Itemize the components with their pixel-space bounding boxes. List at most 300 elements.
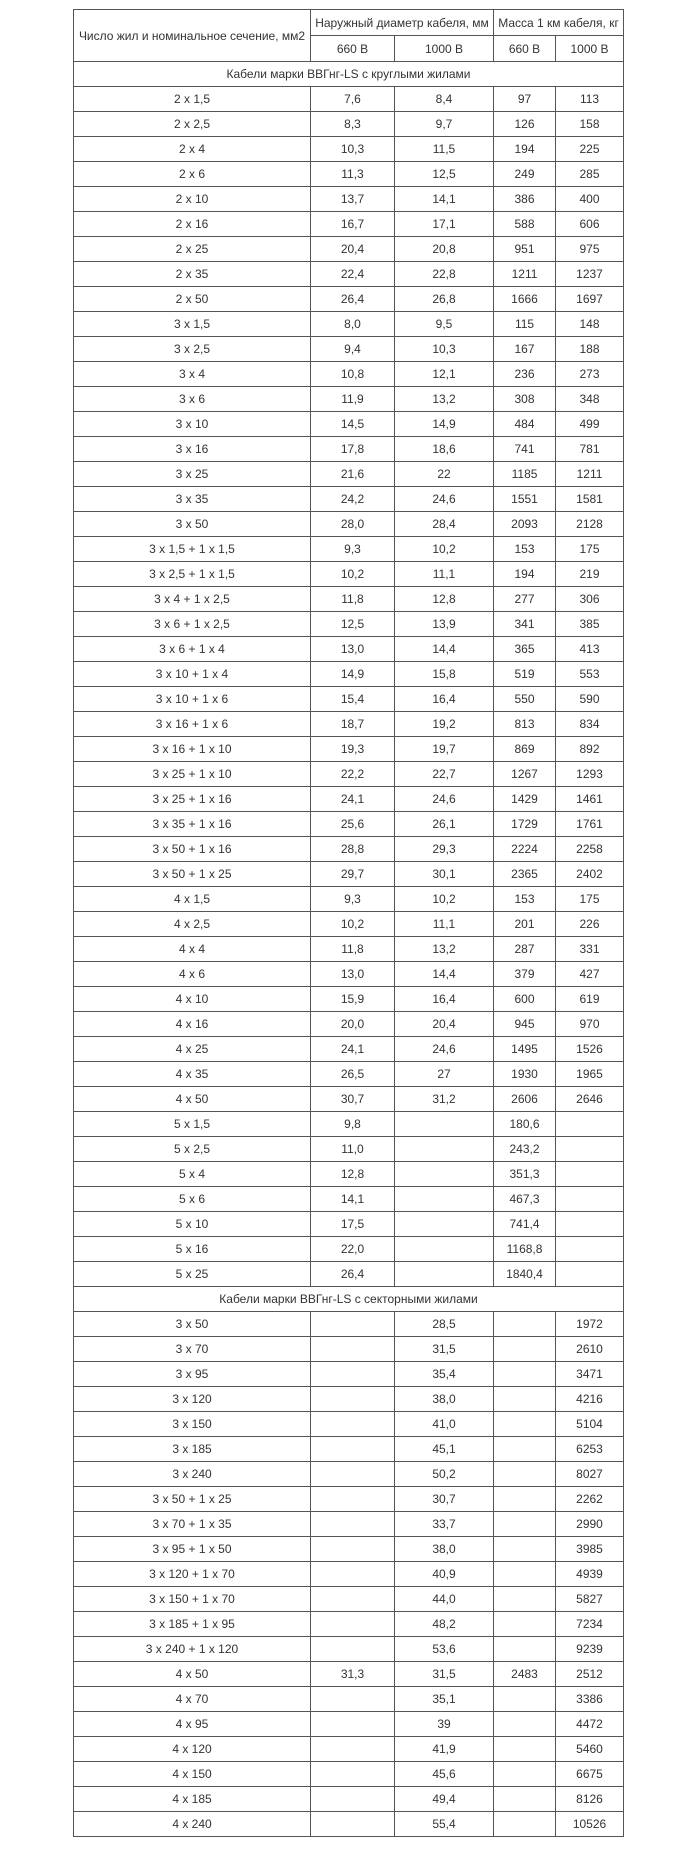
cell-mass-1000v: 1697 — [556, 287, 624, 312]
table-row — [74, 737, 624, 762]
cell-mass-660v: 115 — [494, 312, 556, 337]
cell-cores-section: 3 х 50 — [74, 512, 311, 537]
cell-mass-1000v: 1526 — [556, 1037, 624, 1062]
cell-diameter-1000v: 12,1 — [395, 362, 494, 387]
cell-mass-1000v: 2610 — [556, 1337, 624, 1362]
table-row — [74, 1062, 624, 1087]
cell-mass-660v — [494, 1587, 556, 1612]
table-row — [74, 87, 624, 112]
table-row — [74, 637, 624, 662]
cell-diameter-660v: 11,0 — [311, 1137, 395, 1162]
table-row — [74, 1137, 624, 1162]
table-body — [74, 62, 624, 1837]
cell-cores-section: 3 х 2,5 — [74, 337, 311, 362]
cell-cores-section: 3 х 50 + 1 х 25 — [74, 862, 311, 887]
table-row — [74, 662, 624, 687]
cell-diameter-1000v: 14,1 — [395, 187, 494, 212]
cell-cores-section: 2 х 10 — [74, 187, 311, 212]
cell-diameter-1000v: 22,8 — [395, 262, 494, 287]
cell-diameter-1000v: 9,7 — [395, 112, 494, 137]
cell-diameter-1000v: 31,2 — [395, 1087, 494, 1112]
table-row — [74, 687, 624, 712]
cell-diameter-1000v: 10,3 — [395, 337, 494, 362]
cell-diameter-1000v: 41,9 — [395, 1737, 494, 1762]
cell-mass-1000v: 1211 — [556, 462, 624, 487]
cell-mass-1000v: 553 — [556, 662, 624, 687]
cell-diameter-660v: 17,8 — [311, 437, 395, 462]
cell-mass-660v — [494, 1612, 556, 1637]
cell-mass-660v — [494, 1437, 556, 1462]
cell-mass-660v: 2093 — [494, 512, 556, 537]
cell-cores-section: 5 х 4 — [74, 1162, 311, 1187]
cell-mass-1000v: 348 — [556, 387, 624, 412]
cell-diameter-660v — [311, 1362, 395, 1387]
cell-cores-section: 3 х 120 — [74, 1387, 311, 1412]
cell-diameter-1000v: 22,7 — [395, 762, 494, 787]
cell-diameter-1000v: 20,4 — [395, 1012, 494, 1037]
cell-diameter-1000v: 33,7 — [395, 1512, 494, 1537]
cell-diameter-1000v: 38,0 — [395, 1537, 494, 1562]
cell-cores-section: 4 х 50 — [74, 1087, 311, 1112]
cell-cores-section: 3 х 240 + 1 х 120 — [74, 1637, 311, 1662]
cell-diameter-1000v: 22 — [395, 462, 494, 487]
cell-diameter-660v — [311, 1412, 395, 1437]
cell-diameter-1000v: 28,5 — [395, 1312, 494, 1337]
table-row — [74, 312, 624, 337]
cell-diameter-660v — [311, 1637, 395, 1662]
cell-mass-1000v: 4939 — [556, 1562, 624, 1587]
cell-diameter-660v — [311, 1587, 395, 1612]
cell-diameter-660v: 24,1 — [311, 787, 395, 812]
table-row — [74, 1462, 624, 1487]
cell-mass-660v: 1666 — [494, 287, 556, 312]
cell-cores-section: 3 х 35 — [74, 487, 311, 512]
cell-mass-1000v: 4216 — [556, 1387, 624, 1412]
cell-diameter-660v: 10,2 — [311, 562, 395, 587]
cell-diameter-660v: 10,3 — [311, 137, 395, 162]
cell-mass-660v: 741,4 — [494, 1212, 556, 1237]
cell-cores-section: 5 х 10 — [74, 1212, 311, 1237]
cell-mass-660v: 1185 — [494, 462, 556, 487]
cell-mass-660v: 236 — [494, 362, 556, 387]
cell-mass-660v — [494, 1762, 556, 1787]
cell-diameter-1000v: 13,2 — [395, 387, 494, 412]
cell-mass-660v: 550 — [494, 687, 556, 712]
cell-diameter-660v: 7,6 — [311, 87, 395, 112]
table-row — [74, 762, 624, 787]
cell-mass-1000v: 2128 — [556, 512, 624, 537]
table-row — [74, 1212, 624, 1237]
cell-mass-660v — [494, 1462, 556, 1487]
cell-cores-section: 3 х 4 + 1 х 2,5 — [74, 587, 311, 612]
cell-mass-1000v: 6675 — [556, 1762, 624, 1787]
table-row — [74, 1162, 624, 1187]
cell-mass-660v — [494, 1712, 556, 1737]
cell-diameter-660v: 11,8 — [311, 937, 395, 962]
cell-cores-section: 2 х 1,5 — [74, 87, 311, 112]
cell-diameter-1000v: 8,4 — [395, 87, 494, 112]
cell-diameter-1000v: 24,6 — [395, 487, 494, 512]
header-outer-diameter: Наружный диаметр кабеля, мм — [311, 10, 494, 36]
table-row — [74, 1687, 624, 1712]
table-row — [74, 1712, 624, 1737]
header-mass-per-km: Масса 1 км кабеля, кг — [494, 10, 624, 36]
cell-mass-1000v: 2258 — [556, 837, 624, 862]
cell-cores-section: 3 х 120 + 1 х 70 — [74, 1562, 311, 1587]
cell-mass-1000v: 113 — [556, 87, 624, 112]
table-row — [74, 1562, 624, 1587]
cable-specs-table — [73, 9, 624, 1837]
cell-mass-1000v: 781 — [556, 437, 624, 462]
cell-diameter-660v: 24,1 — [311, 1037, 395, 1062]
cell-mass-1000v: 834 — [556, 712, 624, 737]
cell-diameter-1000v: 30,7 — [395, 1487, 494, 1512]
cell-mass-660v: 153 — [494, 537, 556, 562]
cell-mass-1000v: 4472 — [556, 1712, 624, 1737]
cell-mass-1000v: 226 — [556, 912, 624, 937]
cell-mass-1000v: 5460 — [556, 1737, 624, 1762]
cell-mass-660v — [494, 1687, 556, 1712]
cell-diameter-660v: 29,7 — [311, 862, 395, 887]
cell-diameter-1000v: 45,1 — [395, 1437, 494, 1462]
table-row — [74, 237, 624, 262]
cell-diameter-660v: 30,7 — [311, 1087, 395, 1112]
cell-cores-section: 5 х 6 — [74, 1187, 311, 1212]
cell-mass-1000v: 427 — [556, 962, 624, 987]
cell-mass-1000v: 2990 — [556, 1512, 624, 1537]
cell-mass-1000v: 1761 — [556, 812, 624, 837]
cell-cores-section: 4 х 25 — [74, 1037, 311, 1062]
cell-diameter-660v: 13,7 — [311, 187, 395, 212]
cell-cores-section: 3 х 50 + 1 х 25 — [74, 1487, 311, 1512]
cell-diameter-1000v: 12,5 — [395, 162, 494, 187]
cell-mass-660v — [494, 1512, 556, 1537]
cell-mass-660v: 126 — [494, 112, 556, 137]
cell-mass-1000v: 606 — [556, 212, 624, 237]
table-row — [74, 1737, 624, 1762]
cell-cores-section: 4 х 6 — [74, 962, 311, 987]
cell-mass-660v: 1840,4 — [494, 1262, 556, 1287]
table-row — [74, 912, 624, 937]
cell-mass-660v: 167 — [494, 337, 556, 362]
cell-mass-660v: 97 — [494, 87, 556, 112]
cell-mass-660v: 741 — [494, 437, 556, 462]
cell-cores-section: 3 х 95 — [74, 1362, 311, 1387]
cell-mass-660v: 484 — [494, 412, 556, 437]
cell-mass-1000v: 8027 — [556, 1462, 624, 1487]
cell-mass-1000v: 619 — [556, 987, 624, 1012]
table-row — [74, 887, 624, 912]
cell-mass-1000v: 219 — [556, 562, 624, 587]
cell-mass-660v: 341 — [494, 612, 556, 637]
cell-mass-660v — [494, 1737, 556, 1762]
table-row — [74, 362, 624, 387]
cell-mass-1000v: 975 — [556, 237, 624, 262]
cell-diameter-660v: 14,1 — [311, 1187, 395, 1212]
table-row — [74, 462, 624, 487]
table-row — [74, 287, 624, 312]
table-row — [74, 1262, 624, 1287]
cell-diameter-1000v — [395, 1187, 494, 1212]
cell-mass-660v: 467,3 — [494, 1187, 556, 1212]
cell-cores-section: 4 х 50 — [74, 1662, 311, 1687]
cell-diameter-1000v: 53,6 — [395, 1637, 494, 1662]
cell-mass-660v — [494, 1312, 556, 1337]
cell-cores-section: 5 х 1,5 — [74, 1112, 311, 1137]
cell-mass-1000v: 413 — [556, 637, 624, 662]
cell-diameter-660v: 22,2 — [311, 762, 395, 787]
table-row — [74, 262, 624, 287]
table-row — [74, 562, 624, 587]
cell-diameter-1000v: 13,2 — [395, 937, 494, 962]
table-row — [74, 1612, 624, 1637]
cell-diameter-660v: 8,3 — [311, 112, 395, 137]
cell-mass-1000v — [556, 1237, 624, 1262]
cell-diameter-660v: 20,4 — [311, 237, 395, 262]
cell-cores-section: 4 х 185 — [74, 1787, 311, 1812]
table-row — [74, 512, 624, 537]
cell-mass-660v: 1495 — [494, 1037, 556, 1062]
cell-cores-section: 2 х 4 — [74, 137, 311, 162]
cell-mass-660v — [494, 1787, 556, 1812]
cell-diameter-660v: 11,8 — [311, 587, 395, 612]
section-header-row — [74, 1287, 624, 1312]
cell-diameter-1000v: 19,2 — [395, 712, 494, 737]
cell-mass-1000v: 188 — [556, 337, 624, 362]
cell-diameter-660v: 9,4 — [311, 337, 395, 362]
table-row — [74, 1437, 624, 1462]
cell-diameter-1000v: 16,4 — [395, 687, 494, 712]
cell-mass-660v — [494, 1362, 556, 1387]
cell-diameter-1000v: 17,1 — [395, 212, 494, 237]
cell-diameter-660v: 16,7 — [311, 212, 395, 237]
cell-diameter-1000v: 49,4 — [395, 1787, 494, 1812]
cell-mass-660v: 1168,8 — [494, 1237, 556, 1262]
cell-cores-section: 2 х 2,5 — [74, 112, 311, 137]
table-row — [74, 162, 624, 187]
cell-diameter-1000v — [395, 1262, 494, 1287]
table-row — [74, 937, 624, 962]
cell-cores-section: 4 х 70 — [74, 1687, 311, 1712]
cell-mass-1000v — [556, 1187, 624, 1212]
table-row — [74, 187, 624, 212]
cell-diameter-1000v: 18,6 — [395, 437, 494, 462]
cell-mass-1000v: 892 — [556, 737, 624, 762]
cell-cores-section: 3 х 95 + 1 х 50 — [74, 1537, 311, 1562]
cell-mass-1000v: 1965 — [556, 1062, 624, 1087]
cell-diameter-1000v: 11,5 — [395, 137, 494, 162]
cell-cores-section: 3 х 185 + 1 х 95 — [74, 1612, 311, 1637]
cell-diameter-1000v: 9,5 — [395, 312, 494, 337]
cell-cores-section: 3 х 50 + 1 х 16 — [74, 837, 311, 862]
cell-cores-section: 4 х 2,5 — [74, 912, 311, 937]
cell-diameter-660v: 28,0 — [311, 512, 395, 537]
cell-cores-section: 3 х 2,5 + 1 х 1,5 — [74, 562, 311, 587]
table-row — [74, 1387, 624, 1412]
cell-mass-1000v — [556, 1262, 624, 1287]
cell-mass-1000v: 1237 — [556, 262, 624, 287]
table-row — [74, 987, 624, 1012]
cell-diameter-1000v: 30,1 — [395, 862, 494, 887]
cell-diameter-660v: 22,4 — [311, 262, 395, 287]
cell-diameter-660v: 13,0 — [311, 637, 395, 662]
table-row — [74, 612, 624, 637]
cell-mass-1000v: 1293 — [556, 762, 624, 787]
cell-cores-section: 3 х 25 + 1 х 16 — [74, 787, 311, 812]
cell-diameter-1000v: 16,4 — [395, 987, 494, 1012]
cell-diameter-660v: 8,0 — [311, 312, 395, 337]
table-row — [74, 1812, 624, 1837]
cell-diameter-660v — [311, 1512, 395, 1537]
cell-diameter-1000v: 31,5 — [395, 1337, 494, 1362]
cell-mass-1000v: 158 — [556, 112, 624, 137]
table-row — [74, 1037, 624, 1062]
cell-diameter-660v — [311, 1737, 395, 1762]
cell-diameter-660v: 10,8 — [311, 362, 395, 387]
cell-mass-660v: 386 — [494, 187, 556, 212]
cell-mass-660v: 1930 — [494, 1062, 556, 1087]
header-diameter-1000v: 1000 В — [395, 36, 494, 62]
cell-mass-1000v: 10526 — [556, 1812, 624, 1837]
cell-diameter-660v: 9,8 — [311, 1112, 395, 1137]
table-row — [74, 587, 624, 612]
cell-cores-section: 4 х 1,5 — [74, 887, 311, 912]
cell-mass-660v: 201 — [494, 912, 556, 937]
cell-cores-section: 3 х 70 — [74, 1337, 311, 1362]
cell-mass-660v — [494, 1387, 556, 1412]
cell-diameter-660v — [311, 1437, 395, 1462]
cell-mass-1000v — [556, 1162, 624, 1187]
cell-mass-1000v: 1581 — [556, 487, 624, 512]
cell-diameter-1000v: 20,8 — [395, 237, 494, 262]
cell-diameter-1000v — [395, 1112, 494, 1137]
cell-mass-660v: 1267 — [494, 762, 556, 787]
cell-mass-1000v: 175 — [556, 887, 624, 912]
cell-mass-660v: 588 — [494, 212, 556, 237]
cell-mass-660v: 243,2 — [494, 1137, 556, 1162]
cell-mass-660v — [494, 1562, 556, 1587]
cell-diameter-660v — [311, 1712, 395, 1737]
cell-mass-1000v: 273 — [556, 362, 624, 387]
cell-diameter-660v — [311, 1762, 395, 1787]
cell-cores-section: 3 х 6 + 1 х 2,5 — [74, 612, 311, 637]
cell-mass-1000v — [556, 1137, 624, 1162]
cell-cores-section: 5 х 25 — [74, 1262, 311, 1287]
cell-diameter-1000v: 28,4 — [395, 512, 494, 537]
cell-mass-1000v: 175 — [556, 537, 624, 562]
cell-mass-1000v: 1972 — [556, 1312, 624, 1337]
cell-mass-660v: 194 — [494, 562, 556, 587]
table-row — [74, 1312, 624, 1337]
table-row — [74, 212, 624, 237]
cell-diameter-660v — [311, 1387, 395, 1412]
cell-mass-1000v: 9239 — [556, 1637, 624, 1662]
cell-diameter-1000v: 45,6 — [395, 1762, 494, 1787]
table-row — [74, 1662, 624, 1687]
cell-mass-660v: 287 — [494, 937, 556, 962]
cell-diameter-1000v — [395, 1237, 494, 1262]
cell-diameter-1000v: 26,8 — [395, 287, 494, 312]
cell-diameter-660v: 24,2 — [311, 487, 395, 512]
cell-cores-section: 3 х 240 — [74, 1462, 311, 1487]
cell-cores-section: 3 х 6 + 1 х 4 — [74, 637, 311, 662]
cell-diameter-660v: 26,4 — [311, 1262, 395, 1287]
cell-diameter-1000v: 19,7 — [395, 737, 494, 762]
table-row — [74, 1187, 624, 1212]
cell-mass-1000v: 2512 — [556, 1662, 624, 1687]
table-row — [74, 962, 624, 987]
cell-diameter-660v: 17,5 — [311, 1212, 395, 1237]
cell-diameter-660v: 11,3 — [311, 162, 395, 187]
table-row — [74, 1337, 624, 1362]
cell-mass-1000v: 3386 — [556, 1687, 624, 1712]
cell-mass-660v: 1429 — [494, 787, 556, 812]
cell-mass-660v: 1211 — [494, 262, 556, 287]
cell-diameter-660v — [311, 1312, 395, 1337]
cell-diameter-660v: 26,5 — [311, 1062, 395, 1087]
table-row — [74, 537, 624, 562]
cell-mass-660v — [494, 1412, 556, 1437]
cell-mass-660v: 951 — [494, 237, 556, 262]
cell-cores-section: 4 х 120 — [74, 1737, 311, 1762]
cell-cores-section: 3 х 70 + 1 х 35 — [74, 1512, 311, 1537]
cell-mass-1000v: 6253 — [556, 1437, 624, 1462]
cell-mass-1000v: 2262 — [556, 1487, 624, 1512]
cell-cores-section: 4 х 4 — [74, 937, 311, 962]
table-row — [74, 137, 624, 162]
cell-mass-660v: 945 — [494, 1012, 556, 1037]
cell-mass-1000v: 148 — [556, 312, 624, 337]
cell-diameter-1000v — [395, 1162, 494, 1187]
cell-mass-1000v: 3471 — [556, 1362, 624, 1387]
cell-cores-section: 4 х 95 — [74, 1712, 311, 1737]
cell-diameter-660v — [311, 1337, 395, 1362]
cell-diameter-1000v: 14,9 — [395, 412, 494, 437]
cell-cores-section: 3 х 25 + 1 х 10 — [74, 762, 311, 787]
cell-diameter-1000v: 11,1 — [395, 912, 494, 937]
cell-mass-1000v: 970 — [556, 1012, 624, 1037]
cell-mass-660v: 2224 — [494, 837, 556, 862]
cell-mass-660v — [494, 1637, 556, 1662]
cell-mass-1000v: 285 — [556, 162, 624, 187]
table-row — [74, 837, 624, 862]
cell-mass-660v: 2365 — [494, 862, 556, 887]
cell-mass-1000v: 1461 — [556, 787, 624, 812]
cell-cores-section: 4 х 16 — [74, 1012, 311, 1037]
cell-mass-660v: 379 — [494, 962, 556, 987]
header-cores-section: Число жил и номинальное сечение, мм2 — [74, 10, 311, 62]
table-row — [74, 1012, 624, 1037]
cell-diameter-1000v: 15,8 — [395, 662, 494, 687]
table-row — [74, 862, 624, 887]
cell-mass-660v: 365 — [494, 637, 556, 662]
cell-diameter-1000v: 35,1 — [395, 1687, 494, 1712]
cell-mass-1000v: 8126 — [556, 1787, 624, 1812]
cell-mass-1000v: 2646 — [556, 1087, 624, 1112]
table-row — [74, 1362, 624, 1387]
cell-mass-1000v: 400 — [556, 187, 624, 212]
cell-diameter-660v — [311, 1462, 395, 1487]
table-row — [74, 1512, 624, 1537]
cell-diameter-660v: 10,2 — [311, 912, 395, 937]
cell-mass-660v: 249 — [494, 162, 556, 187]
cell-mass-660v: 180,6 — [494, 1112, 556, 1137]
cell-mass-660v — [494, 1337, 556, 1362]
cell-cores-section: 3 х 4 — [74, 362, 311, 387]
header-row-main — [74, 10, 624, 36]
cell-cores-section: 3 х 10 — [74, 412, 311, 437]
cell-diameter-1000v: 38,0 — [395, 1387, 494, 1412]
